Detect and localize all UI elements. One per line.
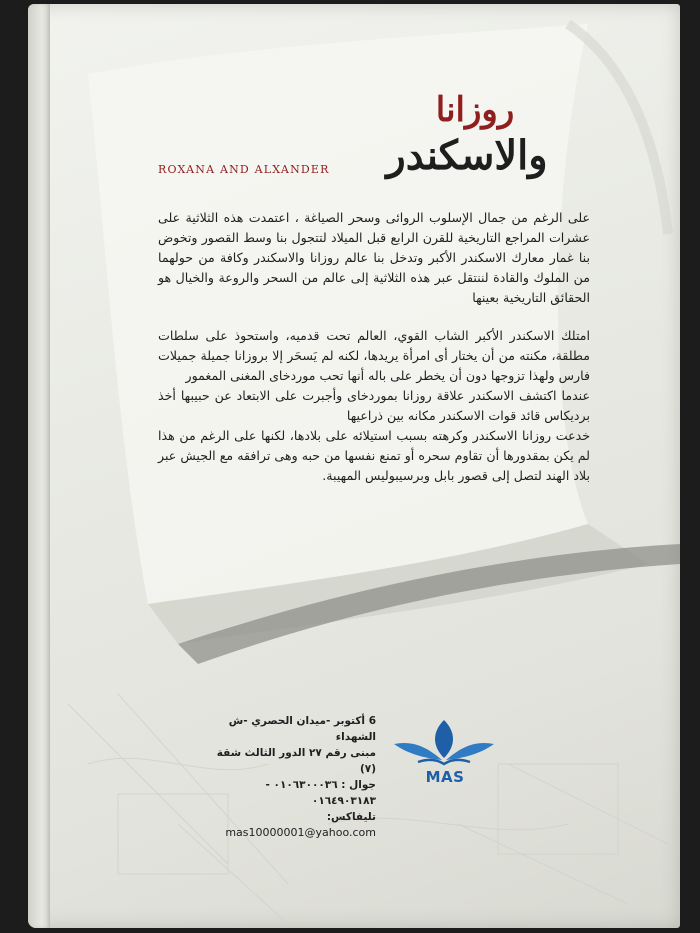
publisher-email: mas10000001@yahoo.com: [225, 826, 376, 839]
publisher-logo-icon: [388, 714, 500, 774]
synopsis-paragraph: امتلك الاسكندر الأكبر الشاب القوي، العالم تحت قدميه، واستحوذ على سلطات مطلقة، مكنته من أن يختار أى امرأة يريدها، لكنه لم يَسحَر إلا بروزانا جميلة جميلات فارس ولهذا تزوجها دون أن يخطر على باله أنها تحب موردخاى المغنى المغمور: [158, 328, 590, 383]
synopsis-text: [158, 208, 590, 486]
synopsis-paragraph: عندما اكتشف الاسكندر علاقة روزانا بموردخاى وأجبرت على الابتعاد عن حبيبها أخذ برديكاس قائد قوات الاسكندر مكانه بين ذراعيها: [158, 388, 590, 423]
publisher-phone: جوال : ٠١٠٦٣٠٠٠٣٦ - ٠١٦٤٩٠٣١٨٣: [265, 779, 376, 807]
cover-title-roxana: روزانا: [435, 90, 515, 130]
cover-subtitle-english: ROXANA AND ALXANDER: [158, 163, 330, 176]
synopsis-paragraph: على الرغم من جمال الإسلوب الروائى وسحر الصياغة ، اعتمدت هذه الثلاثية على عشرات المراجع التاريخية للقرن الرابع قبل الميلاد لتتجول بنا وسط القصور وتخوض بنا غمار معارك الاسكندر الأكبر وتدخل بنا عالم روزانا والاسكندر وكافة من حولهما من الملوك والقادة لننتقل عبر هذه الثلاثية إلى عالم من السحر والروعة والخيال هو الحقائق التاريخية بعينها: [158, 210, 590, 305]
publisher-address-line: 6 أكتوبر -ميدان الحصري -ش الشهداء: [228, 715, 376, 743]
publisher-logo: [388, 714, 500, 794]
publisher-logo-text: MAS: [425, 768, 465, 786]
publisher-fax: تليفاكس:: [326, 811, 376, 823]
publisher-contact: [200, 713, 376, 841]
cover-title-alexander: والاسكندر: [386, 132, 548, 179]
book-spine: [28, 4, 50, 928]
synopsis-paragraph: خدعت روزانا الاسكندر وكرهته بسبب استيلائه على بلادها، لكنها على الرغم من هذا لم يكن بمقدورها أن تقاوم سحره أو تمنع نفسها من حبه وهى ترافقه مع الجيش عبر بلاد الهند لتصل إلى قصور بابل وبرسيبوليس المهيبة.: [158, 428, 590, 483]
publisher-address-line: مبنى رقم ٢٧ الدور الثالث شقة (٧): [216, 747, 376, 775]
